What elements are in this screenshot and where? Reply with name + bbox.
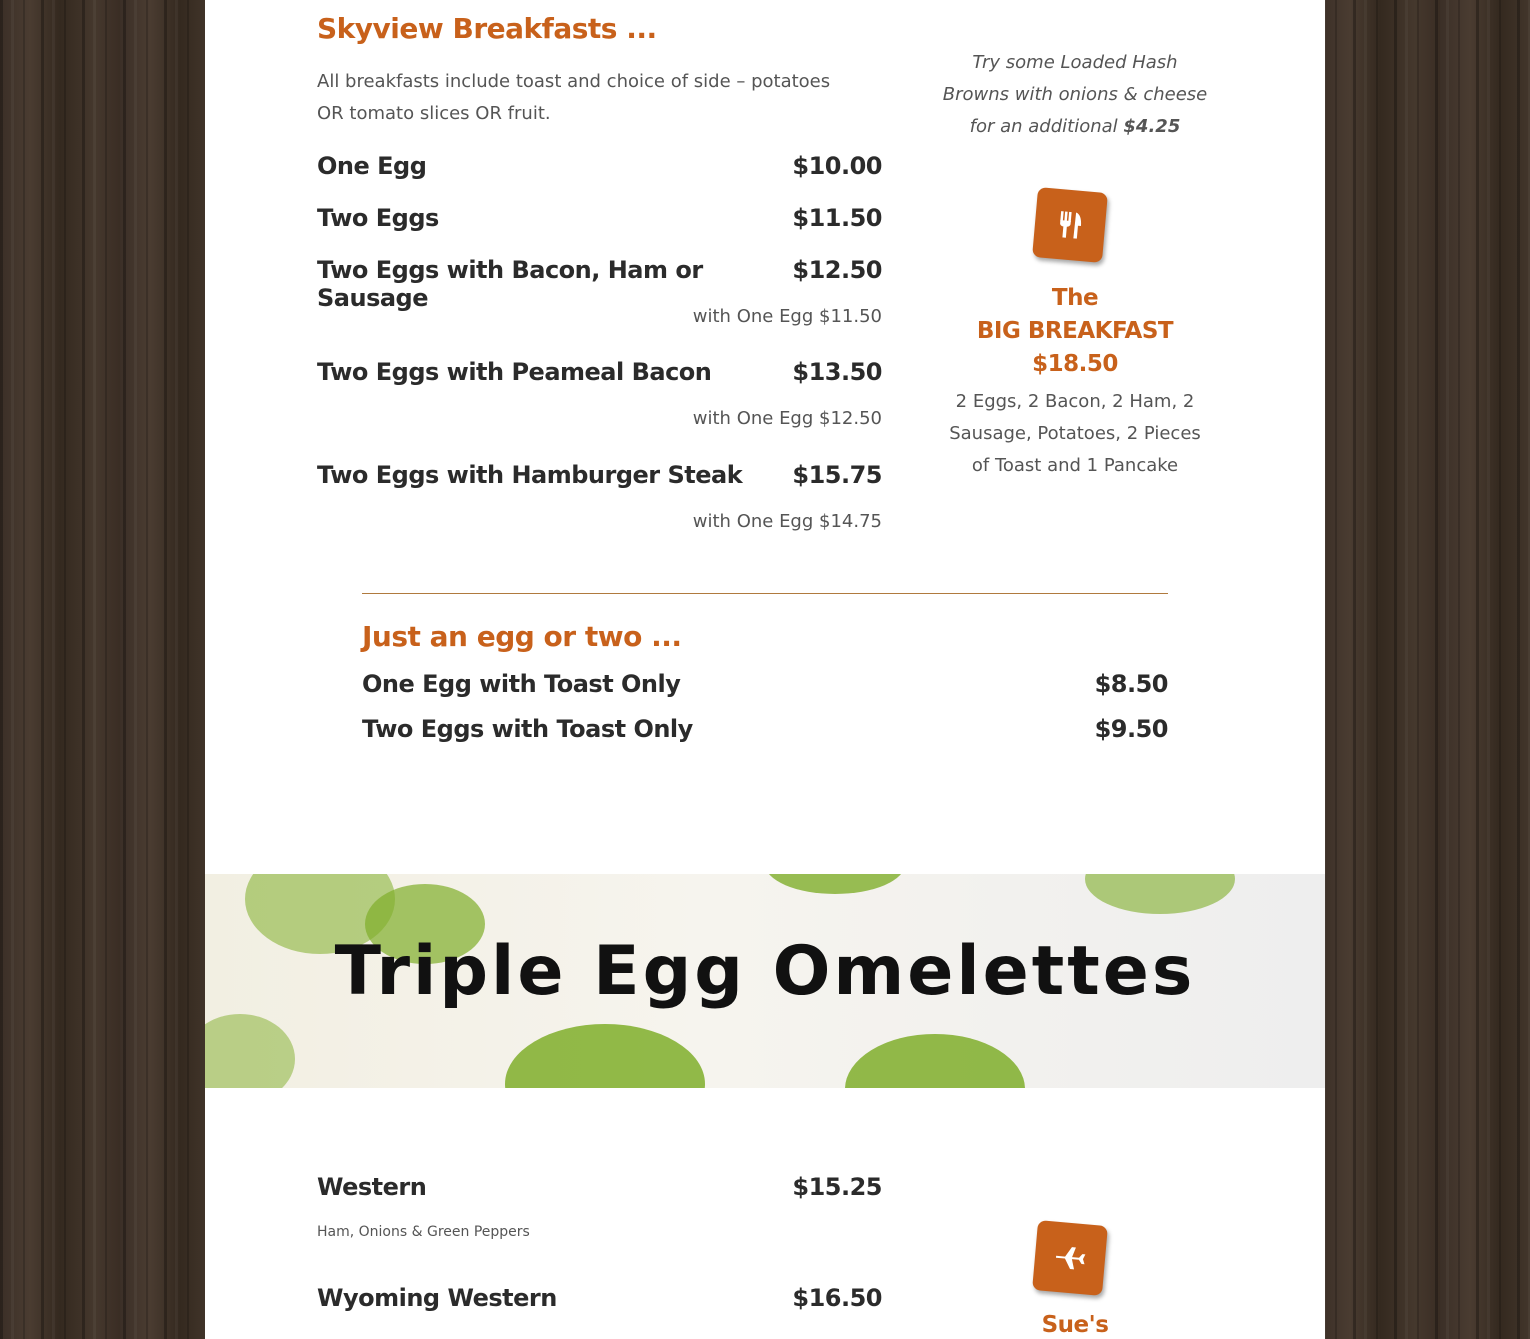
breakfasts-title: Skyview Breakfasts ... — [317, 12, 657, 45]
menu-page — [205, 0, 1325, 1339]
airplane-icon — [1032, 1220, 1108, 1296]
item-price: $16.50 — [792, 1284, 882, 1312]
item-description: Ham, Onions & Green Peppers — [317, 1224, 530, 1240]
big-breakfast-price: $18.50 — [1032, 351, 1118, 377]
item-price: $11.50 — [792, 204, 882, 232]
item-one-egg-price: with One Egg $11.50 — [692, 306, 882, 327]
item-price: $8.50 — [1094, 670, 1168, 698]
item-name: Two Eggs with Toast Only — [362, 715, 693, 743]
omelettes-heading: Triple Egg Omelettes — [334, 932, 1196, 1011]
note-text: Try some Loaded Hash Browns with onions & cheese for an additional — [942, 52, 1208, 137]
menu-item — [317, 1173, 882, 1201]
item-one-egg-price: with One Egg $14.75 — [692, 511, 882, 532]
note-price: $4.25 — [1123, 116, 1181, 137]
leaf-decoration — [765, 874, 905, 894]
menu-item — [317, 152, 882, 180]
omelettes-banner — [205, 874, 1325, 1088]
item-name: Two Eggs with Hamburger Steak — [317, 461, 743, 489]
menu-item — [317, 1284, 882, 1312]
item-price: $15.25 — [792, 1173, 882, 1201]
item-name: Two Eggs — [317, 204, 439, 232]
item-one-egg-price: with One Egg $12.50 — [692, 408, 882, 429]
hash-browns-note — [940, 47, 1210, 143]
big-breakfast-line2: BIG BREAKFAST — [976, 318, 1174, 344]
big-breakfast-title — [940, 282, 1210, 381]
menu-item — [317, 256, 882, 312]
item-name: Wyoming Western — [317, 1284, 557, 1312]
item-name: Western — [317, 1173, 427, 1201]
item-price: $10.00 — [792, 152, 882, 180]
big-breakfast-line1: The — [1051, 285, 1099, 311]
item-price: $15.75 — [792, 461, 882, 489]
breakfasts-intro: All breakfasts include toast and choice of side – potatoes OR tomato slices OR fruit. — [317, 71, 831, 124]
menu-item — [362, 715, 1168, 743]
menu-item — [317, 204, 882, 232]
item-name: Two Eggs with Peameal Bacon — [317, 358, 712, 386]
item-name: Two Eggs with Bacon, Ham or Sausage — [317, 256, 703, 312]
menu-item — [317, 358, 882, 386]
menu-item — [362, 670, 1168, 698]
leaf-decoration — [505, 1024, 705, 1088]
section-divider — [362, 593, 1168, 594]
just-eggs-title: Just an egg or two ... — [362, 620, 682, 653]
leaf-decoration — [1085, 874, 1235, 914]
menu-item — [317, 461, 882, 489]
item-name: One Egg — [317, 152, 427, 180]
item-price: $9.50 — [1094, 715, 1168, 743]
leaf-decoration — [205, 1014, 295, 1088]
sues-special-title: Sue's — [1041, 1312, 1109, 1338]
item-price: $12.50 — [792, 256, 882, 284]
leaf-decoration — [845, 1034, 1025, 1088]
big-breakfast-desc: 2 Eggs, 2 Bacon, 2 Ham, 2 Sausage, Potatoes, 2 Pieces of Toast and 1 Pancake — [949, 391, 1201, 476]
item-price: $13.50 — [792, 358, 882, 386]
item-name: One Egg with Toast Only — [362, 670, 681, 698]
fork-knife-icon — [1032, 187, 1108, 263]
